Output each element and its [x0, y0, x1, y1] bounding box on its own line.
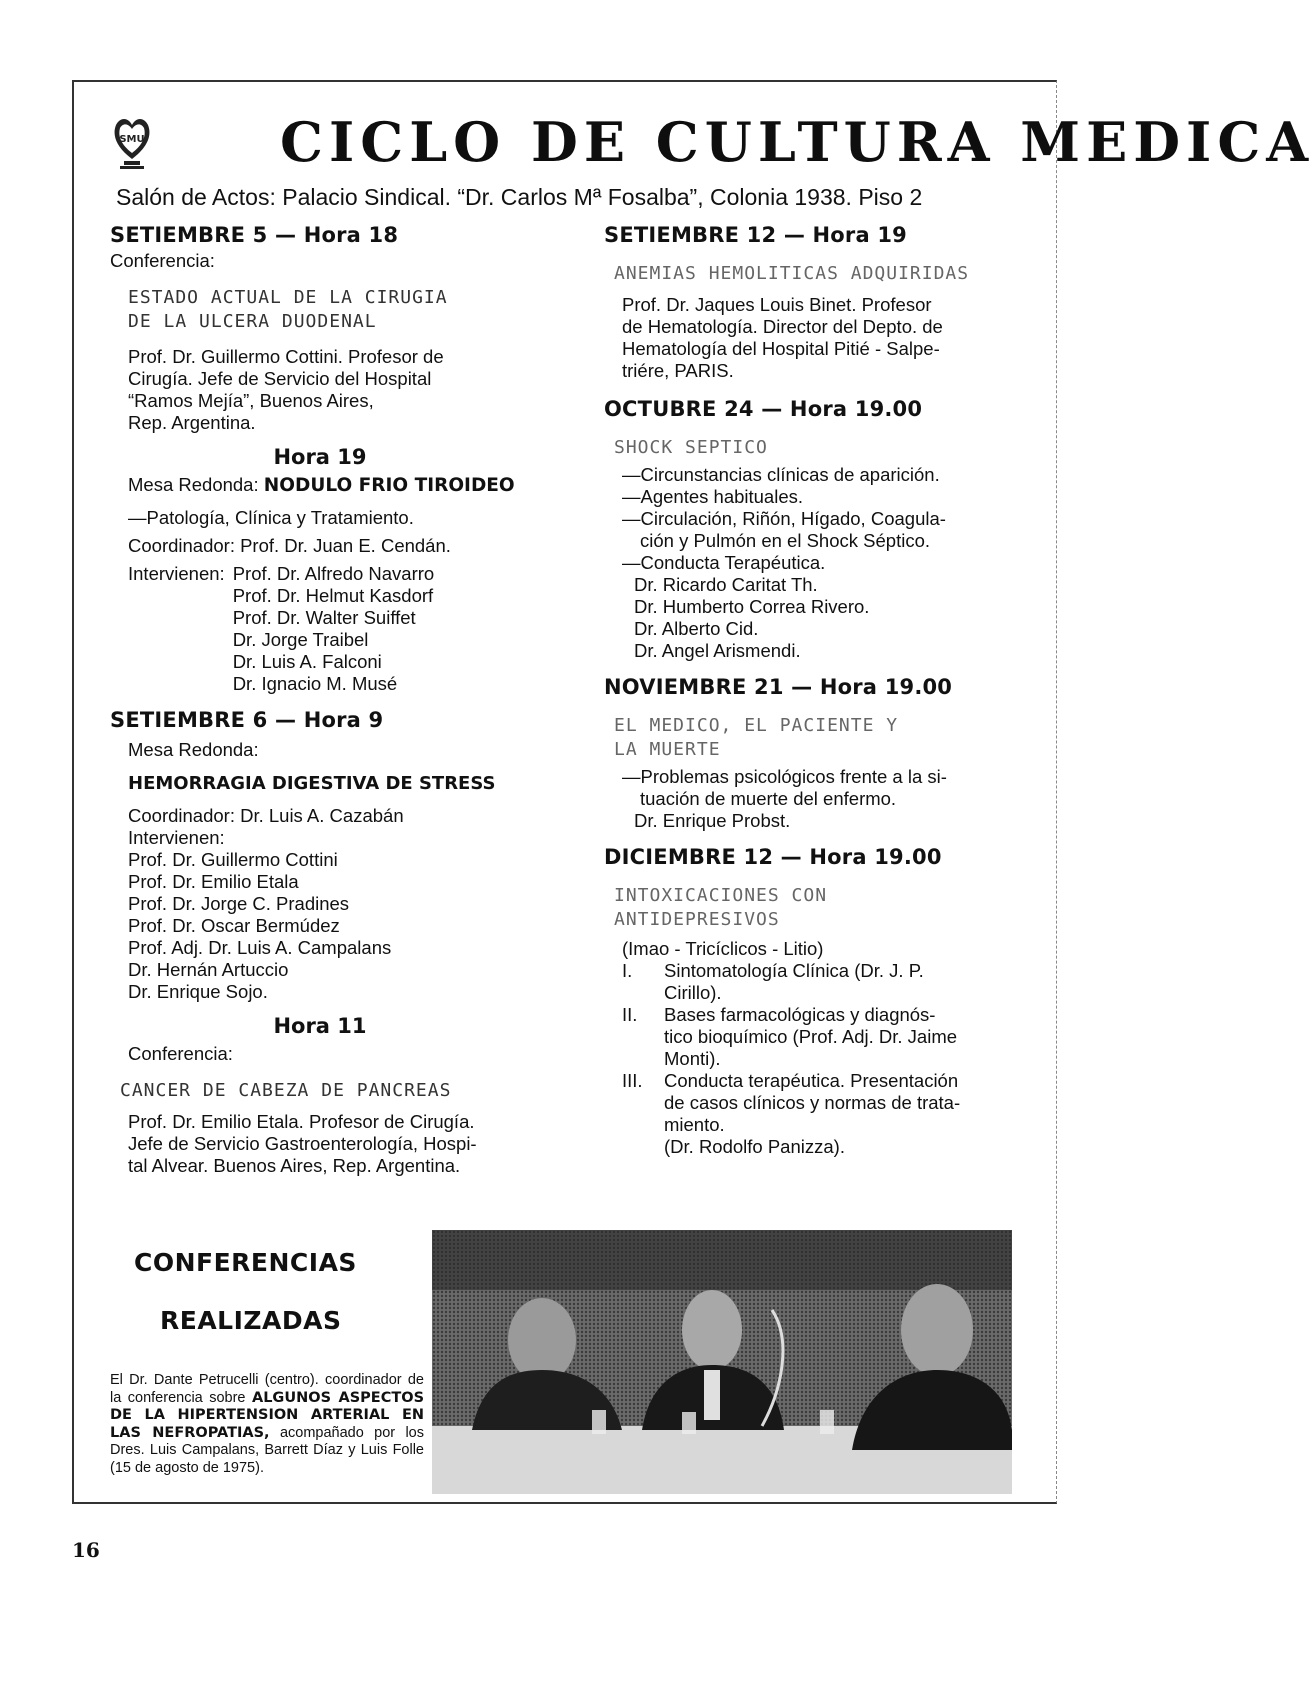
speaker-list: Dr. Ricardo Caritat Th. Dr. Humberto Correa Rivero. Dr. Alberto Cid. Dr. Angel Arismendi.: [634, 574, 870, 661]
sub-hour: Hora 11: [273, 1014, 367, 1038]
topic-list: —Circunstancias clínicas de aparición. —Agentes habituales. —Circulación, Riñón, Hígado, Coagula- ción y Pulmón en el Shock Séptico. —Conducta Terapéutica.: [622, 464, 946, 573]
speaker-info: Prof. Dr. Emilio Etala. Profesor de Cirugía. Jefe de Servicio Gastroenterología, Hospi- tal Alvear. Buenos Aires, Rep. Argentina.: [128, 1111, 477, 1176]
talk-title: SHOCK SEPTICO: [614, 437, 768, 458]
list-item: III. Conducta terapéutica. Presentación de casos clínicos y normas de trata- miento. (Dr. Rodolfo Panizza).: [622, 1070, 961, 1157]
event-setiembre-12: [604, 224, 1024, 382]
event-setiembre-5: [110, 224, 530, 695]
topic-list: —Problemas psicológicos frente a la si- tuación de muerte del enfermo.: [622, 766, 947, 809]
talk-title: INTOXICACIONES CON ANTIDEPRESIVOS: [614, 885, 828, 930]
talk-title: ANEMIAS HEMOLITICAS ADQUIRIDAS: [614, 263, 970, 284]
participants: Intervienen: Prof. Dr. Guillermo Cottini Prof. Dr. Emilio Etala Prof. Dr. Jorge C. Pradines Prof. Dr. Oscar Bermúdez Prof. Adj. Dr. Luis A. Campalans Dr. Hernán Artuccio Dr. Enrique Sojo.: [128, 827, 392, 1002]
participants: Intervienen: Prof. Dr. Alfredo Navarro Prof. Dr. Helmut Kasdorf Prof. Dr. Walter Suiffet Dr. Jorge Traibel Dr. Luis A. Falconi Dr. Ignacio M. Musé: [128, 563, 435, 694]
speaker: Dr. Enrique Probst.: [634, 810, 791, 831]
conference-photo: [432, 1230, 1012, 1494]
event-octubre-24: [604, 398, 1024, 662]
main-title: CICLO DE CULTURA MEDICA: [280, 110, 1314, 174]
event-type: Mesa Redonda:: [128, 739, 259, 760]
mesa-redonda: Mesa Redonda: NODULO FRIO TIROIDEO: [128, 474, 515, 496]
talk-title: EL MEDICO, EL PACIENTE Y LA MUERTE: [614, 715, 899, 760]
left-column: [110, 224, 530, 1189]
right-column: [604, 224, 1024, 1170]
coordinator: Coordinador: Dr. Luis A. Cazabán: [128, 805, 404, 826]
venue-line: Salón de Actos: Palacio Sindical. “Dr. Carlos Mª Fosalba”, Colonia 1938. Piso 2: [116, 184, 923, 210]
event-date: OCTUBRE 24 — Hora 19.00: [604, 397, 923, 421]
talk-title: CANCER DE CABEZA DE PANCREAS: [120, 1080, 452, 1101]
page-number: 16: [72, 1538, 100, 1562]
svg-text:SMU: SMU: [119, 134, 145, 145]
smu-logo: [112, 115, 152, 171]
photo-caption: El Dr. Dante Petrucelli (centro). coordinador de la conferencia sobre ALGUNOS ASPECTOS DE LA HIPERTENSION ARTERIAL EN LAS NEFROPATIAS, acompañado por los Dres. Luis Campalans, Barrett Díaz y Luis Folle (15 de agosto de 1975).: [110, 1372, 425, 1476]
sub-hour: Hora 19: [273, 445, 367, 469]
event-date: SETIEMBRE 12 — Hora 19: [604, 223, 907, 247]
list-item: II. Bases farmacológicas y diagnós- tico bioquímico (Prof. Adj. Dr. Jaime Monti).: [622, 1004, 958, 1069]
event-type: Conferencia:: [128, 1043, 233, 1064]
numbered-list: [604, 960, 1024, 1158]
section-title: REALIZADAS: [160, 1306, 342, 1335]
talk-title: HEMORRAGIA DIGESTIVA DE STRESS: [128, 773, 496, 794]
event-date: DICIEMBRE 12 — Hora 19.00: [604, 845, 942, 869]
coordinator: Coordinador: Prof. Dr. Juan E. Cendán.: [128, 535, 451, 556]
subtitle: (Imao - Tricíclicos - Litio): [622, 938, 824, 959]
speaker-info: Prof. Dr. Jaques Louis Binet. Profesor de Hematología. Director del Depto. de Hematología del Hospital Pitié - Salpe- triére, PARIS.: [622, 294, 943, 381]
speaker-info: Prof. Dr. Guillermo Cottini. Profesor de Cirugía. Jefe de Servicio del Hospital “Ramos Mejía”, Buenos Aires, Rep. Argentina.: [128, 346, 444, 433]
event-date: NOVIEMBRE 21 — Hora 19.00: [604, 675, 953, 699]
event-date: SETIEMBRE 5 — Hora 18: [110, 223, 399, 247]
event-date: SETIEMBRE 6 — Hora 9: [110, 708, 384, 732]
list-item: I. Sintomatología Clínica (Dr. J. P. Cirillo).: [622, 960, 924, 1003]
topic-line: —Patología, Clínica y Tratamiento.: [128, 507, 414, 528]
event-diciembre-12: [604, 846, 1024, 1158]
event-type: Conferencia:: [110, 250, 215, 271]
section-title: CONFERENCIAS: [134, 1248, 357, 1277]
event-setiembre-6: [110, 709, 530, 1177]
talk-title: ESTADO ACTUAL DE LA CIRUGIA DE LA ULCERA DUODENAL: [128, 287, 448, 332]
event-noviembre-21: [604, 676, 1024, 832]
